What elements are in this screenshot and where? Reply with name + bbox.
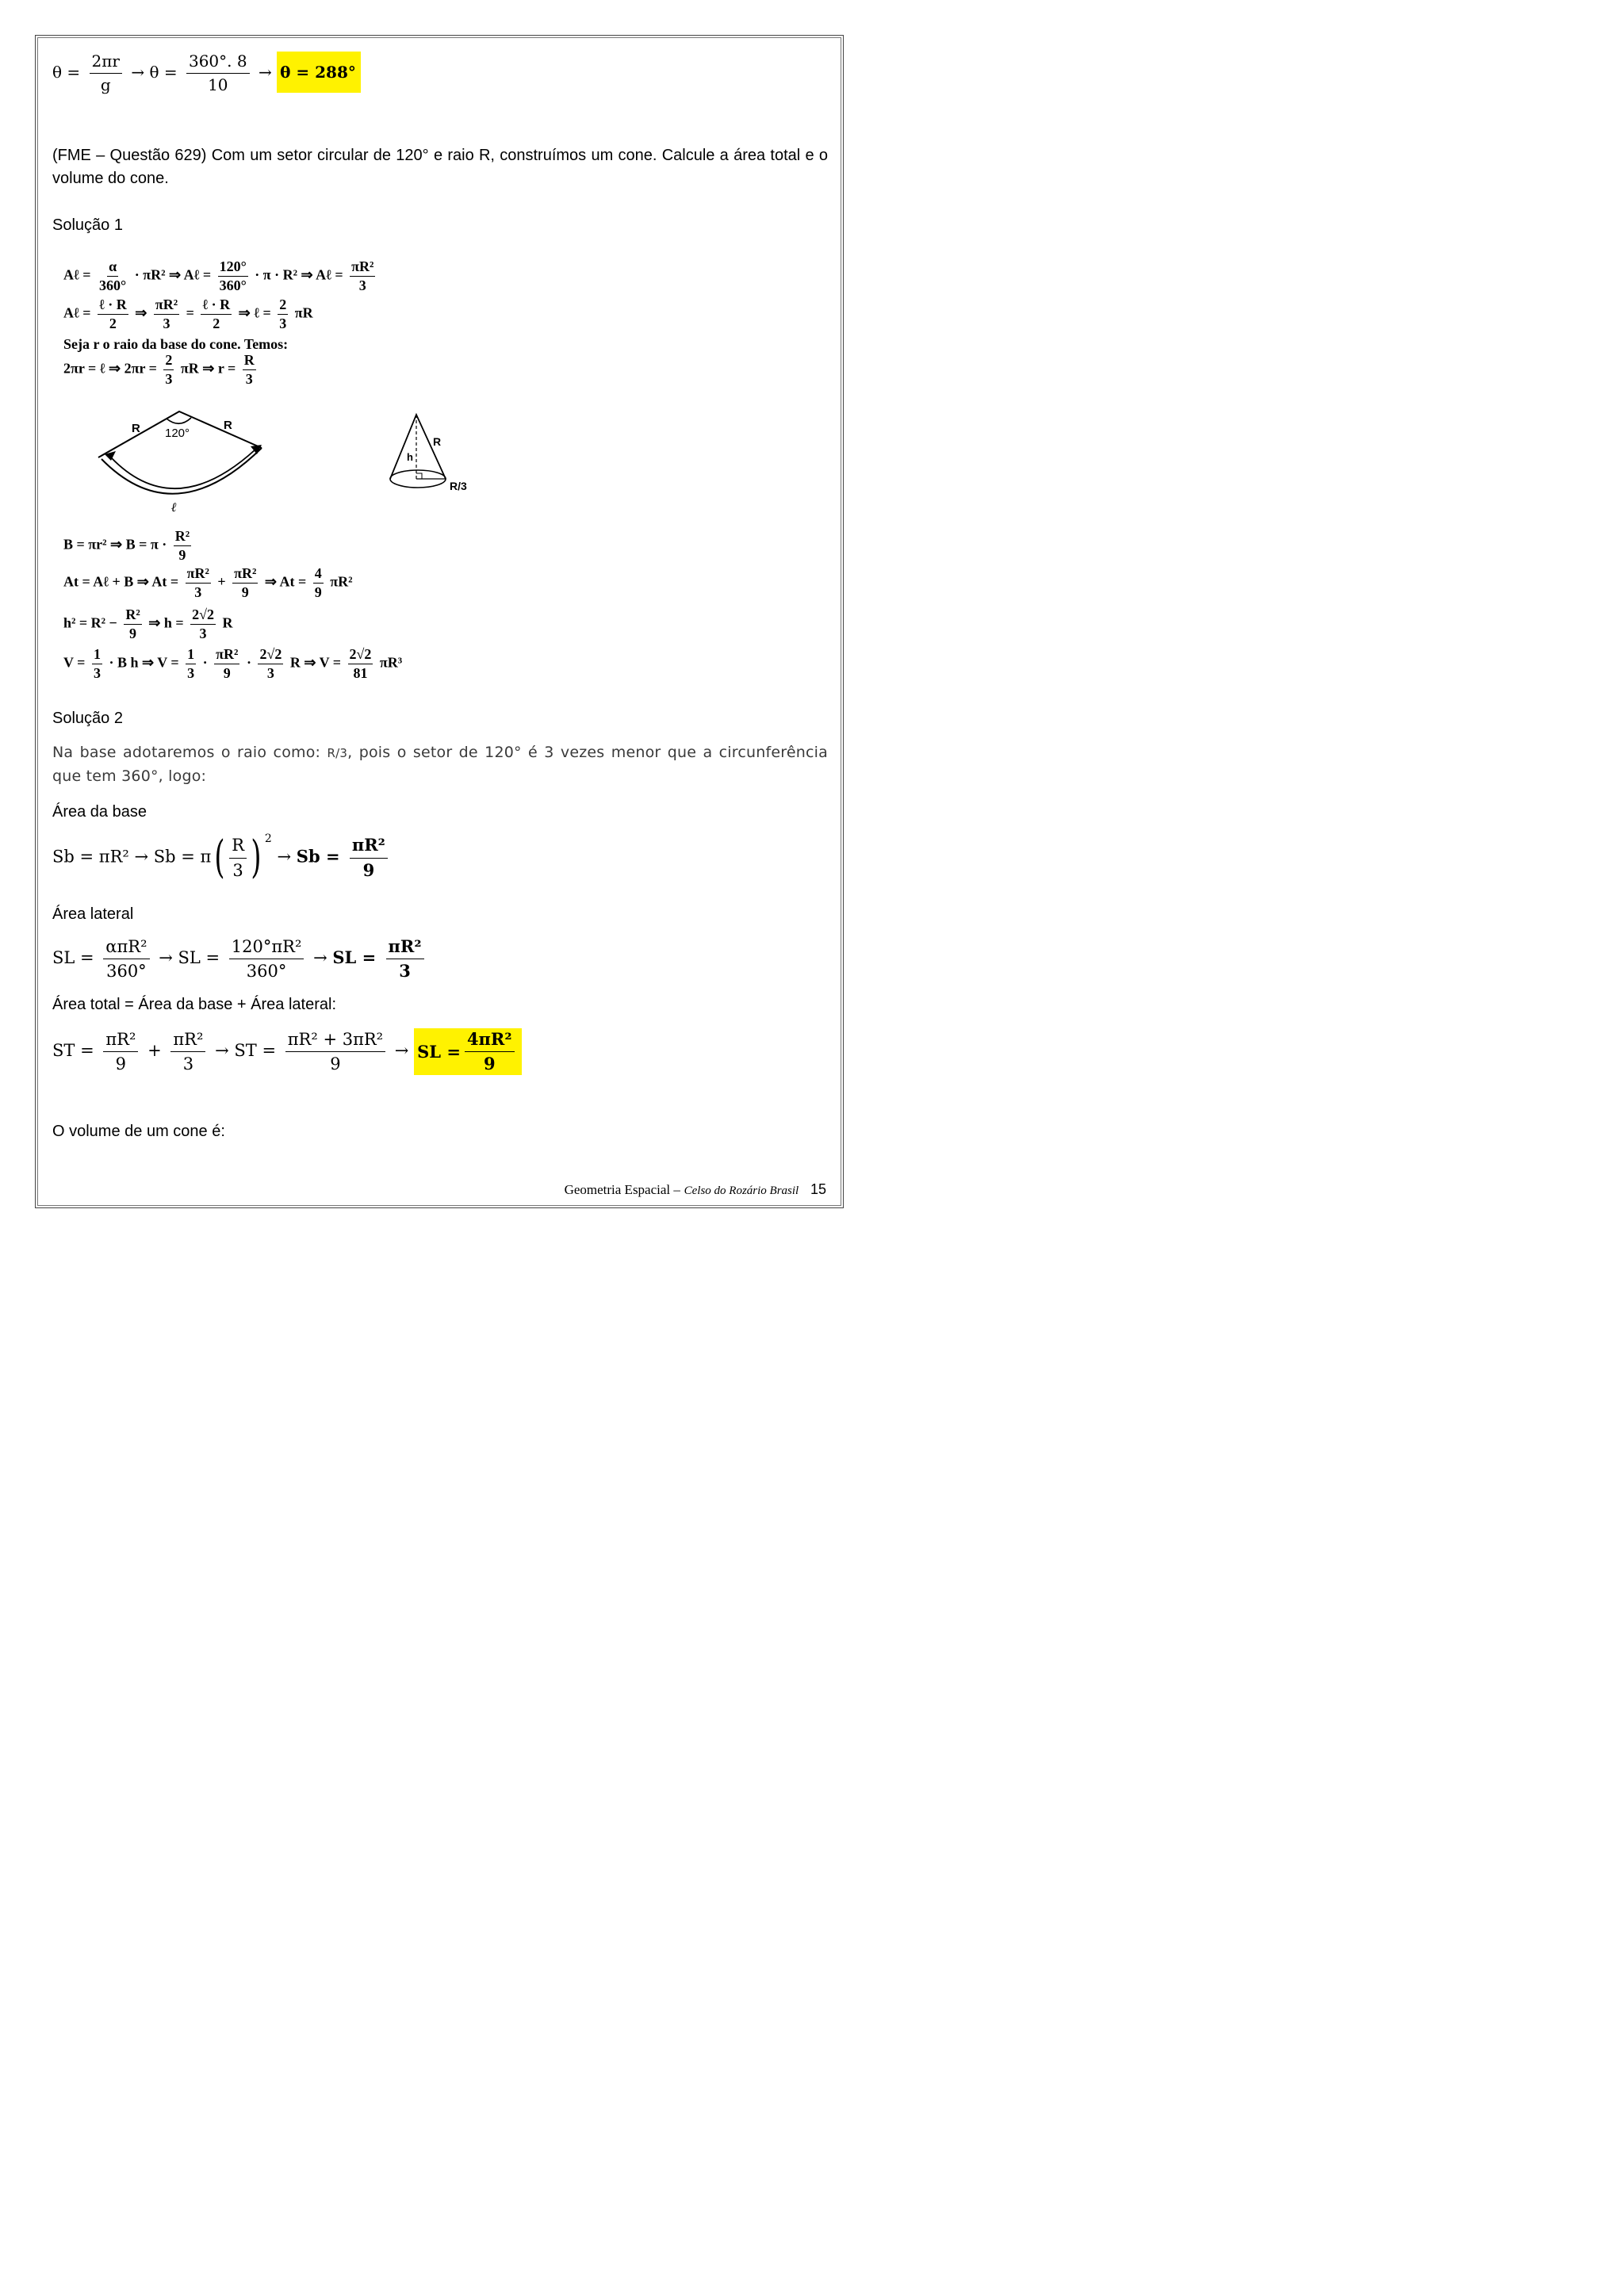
sector-label-arc: ℓ bbox=[171, 501, 177, 515]
solucao2-text: Na base adotaremos o raio como: R/3, pois o setor de 120° é 3 vezes menor que a circunferência que tem 360°, logo: bbox=[52, 744, 828, 785]
cone-label-radius: R/3 bbox=[450, 480, 467, 492]
scan-line-6: At = Aℓ + B ⇒ At = $\frac{\text{πR²}}{3}$ + $\frac{\text{πR²}}{9}$ ⇒ At = $\frac{4}{9}$ πR² bbox=[63, 565, 353, 600]
page-footer: Geometria Espacial – Celso do Rozário Brasil 15 bbox=[564, 1181, 826, 1197]
solucao1-heading: Solução 1 bbox=[52, 216, 123, 234]
scan-line-1: Aℓ = $\frac{\alpha}{360^\circ}$ · πR² ⇒ Aℓ = $\frac{120^\circ}{360^\circ}$ · π · R² ⇒ Aℓ = $\frac{\text{πR²}}{3}$ bbox=[63, 258, 374, 293]
question-text: (FME – Questão 629) Com um setor circular de 120° e raio R, construímos um cone. Calcule a área total e o volume do cone. bbox=[52, 147, 828, 187]
area-base-heading: Área da base bbox=[52, 803, 147, 821]
sector-label-r-right: R bbox=[224, 419, 232, 432]
area-total-heading: Área total = Área da base + Área lateral: bbox=[52, 996, 336, 1013]
scan-line-7: h² = R² − $\frac{\text{R²}}{9}$ ⇒ h = $\frac{2√2}{3}$ R bbox=[63, 607, 233, 641]
scan-line-4: 2πr = ℓ ⇒ 2πr = $\frac{2}{3}$ πR ⇒ r = $\frac{R}{3}$ bbox=[63, 352, 255, 387]
area-total-formula: ST = $\frac{\text{πR²}}{9}$ + $\frac{\text{πR²}}{3}$ → ST = $\frac{\text{πR² + 3πR²}}{9}$ → SL = $\frac{\text{4πR²}}{9}$ bbox=[52, 1028, 522, 1075]
angle-arc bbox=[167, 418, 191, 423]
scan-line-3: Seja r o raio da base do cone. Temos: bbox=[63, 336, 289, 352]
cone-label-h: h bbox=[407, 451, 413, 463]
scan-line-8: V = $\frac{1}{3}$ · B h ⇒ V = $\frac{1}{3}$ · $\frac{\text{πR²}}{9}$ · $\frac{2√2}{3}$ R ⇒ V = $\frac{2√2}{81}$ πR³ bbox=[63, 646, 403, 681]
cone-label-slant: R bbox=[433, 435, 442, 448]
right-angle-mark bbox=[416, 473, 422, 479]
area-base-formula: Sb = πR² → Sb = π( $\frac{R}{3}$ ) $^2$ → Sb = $\frac{\text{πR²}}{9}$ bbox=[52, 836, 392, 880]
volume-heading: O volume de um cone é: bbox=[52, 1123, 225, 1140]
area-lateral-heading: Área lateral bbox=[52, 905, 134, 923]
area-lateral-formula: SL = $\frac{\text{απR²}}{360^\circ}$ → SL = $\frac{\text{120°πR²}}{360^\circ}$ → SL = $\frac{\text{πR²}}{3}$ bbox=[52, 937, 428, 981]
theta-result: θ = 288° bbox=[277, 52, 361, 93]
page-number: 15 bbox=[810, 1181, 826, 1197]
solucao2-heading: Solução 2 bbox=[52, 710, 123, 727]
sector-label-angle: 120° bbox=[165, 427, 190, 440]
scan-line-5: B = πr² ⇒ B = π · $\frac{\text{R²}}{9}$ bbox=[63, 528, 190, 563]
sector-label-r-left: R bbox=[132, 422, 140, 435]
scan-line-2: Aℓ = $\frac{\text{ℓ · R}}{2}$ ⇒ $\frac{\text{πR²}}{3}$ = $\frac{\text{ℓ · R}}{2}$ ⇒ ℓ = $\frac{2}{3}$ πR bbox=[63, 297, 313, 331]
sector-figure bbox=[87, 400, 285, 515]
area-total-result: SL = $\frac{\text{4πR²}}{9}$ bbox=[414, 1028, 521, 1075]
cone-figure bbox=[385, 408, 484, 499]
theta-formula: θ = $\frac{2\pi r}{g}$ → θ = $\frac{360^\circ. 8}{10}$ → θ = 288° bbox=[52, 52, 361, 94]
